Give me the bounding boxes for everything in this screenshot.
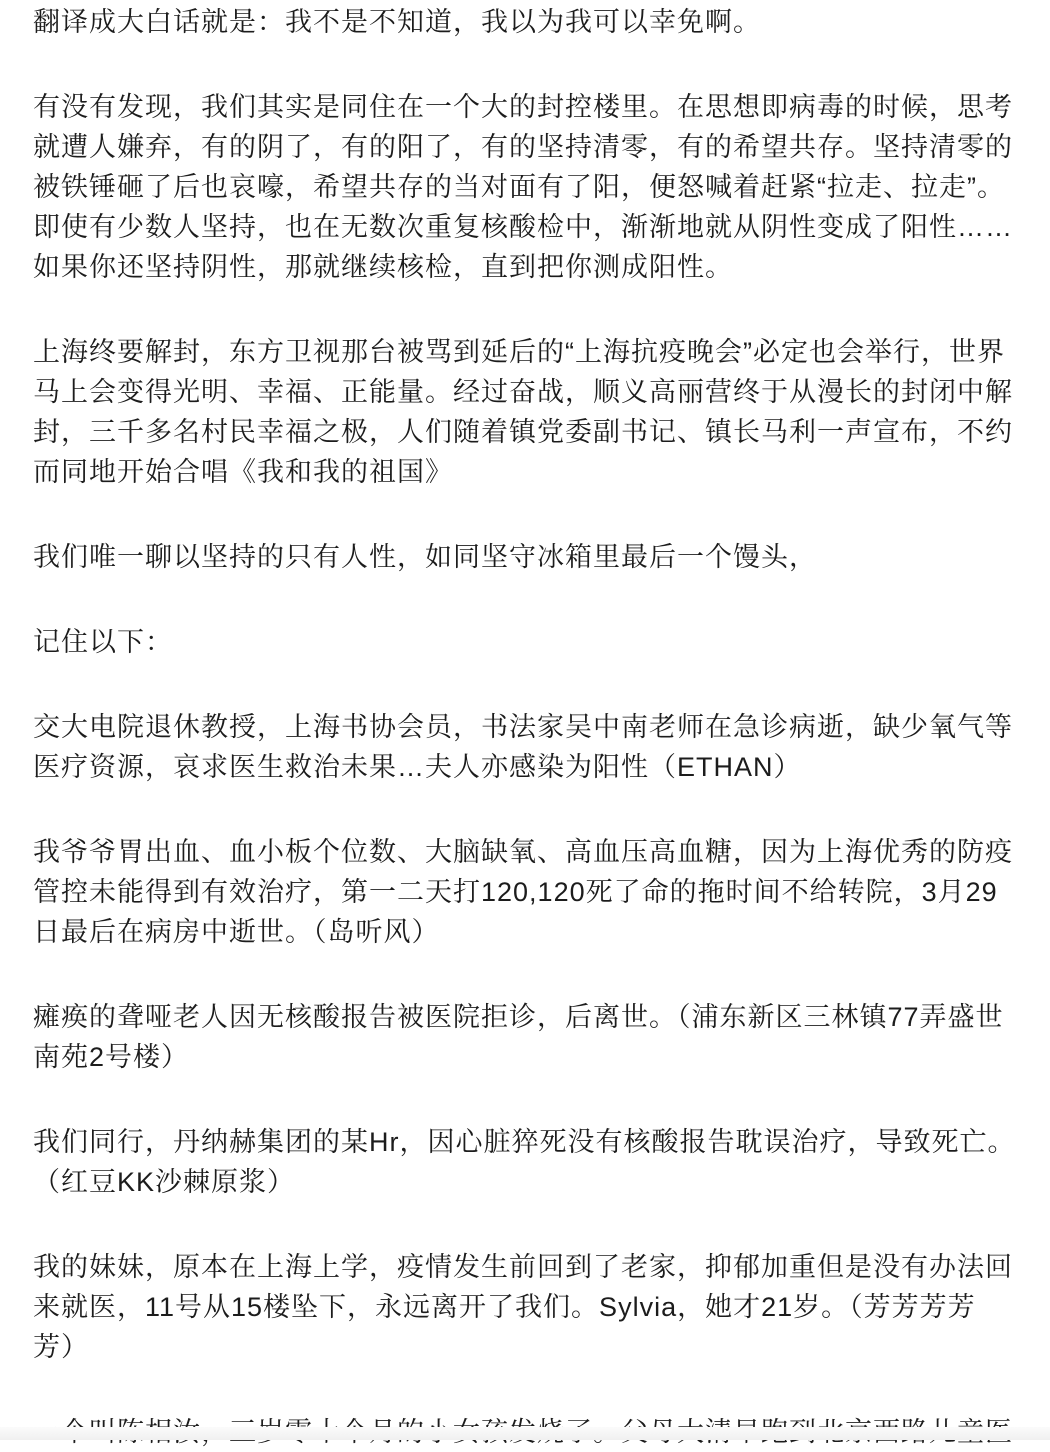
- paragraph: 交大电院退休教授，上海书协会员，书法家吴中南老师在急诊病逝，缺少氧气等医疗资源，哀求医生救治未果…夫人亦感染为阳性（ETHAN）: [33, 712, 1013, 782]
- paragraph: 我们同行，丹纳赫集团的某Hr，因心脏猝死没有核酸报告耽误治疗，导致死亡。（红豆KK沙棘原浆）: [33, 1127, 1016, 1197]
- paragraph: 我们唯一聊以坚持的只有人性，如同坚守冰箱里最后一个馒头，: [33, 542, 817, 572]
- paragraph: 有没有发现，我们其实是同住在一个大的封控楼里。在思想即病毒的时候，思考就遭人嫌弃，有的阴了，有的阳了，有的坚持清零，有的希望共存。坚持清零的被铁锤砸了后也哀嚎，希望共存的当对面有了阳，便怒喊着赶紧“拉走、拉走”。即使有少数人坚持，也在无数次重复核酸检中，渐渐地就从阴性变成了阳性……如果你还坚持阴性，那就继续核检，直到把你测成阳性。: [33, 92, 1013, 282]
- page-bottom-edge: [0, 1427, 1050, 1440]
- paragraph: 记住以下：: [33, 627, 173, 657]
- paragraph: 翻译成大白话就是：我不是不知道，我以为我可以幸免啊。: [33, 7, 761, 37]
- paragraph: 我爷爷胃出血、血小板个位数、大脑缺氧、高血压高血糖，因为上海优秀的防疫管控未能得到有效治疗，第一二天打120,120死了命的拖时间不给转院，3月29日最后在病房中逝世。（岛听风）: [33, 837, 1013, 947]
- paragraph: 上海终要解封，东方卫视那台被骂到延后的“上海抗疫晚会”必定也会举行，世界马上会变得光明、幸福、正能量。经过奋战，顺义高丽营终于从漫长的封闭中解封，三千多名村民幸福之极，人们随着镇党委副书记、镇长马利一声宣布，不约而同地开始合唱《我和我的祖国》: [33, 337, 1013, 487]
- paragraph: 瘫痪的聋哑老人因无核酸报告被医院拒诊，后离世。（浦东新区三林镇77弄盛世南苑2号楼）: [33, 1002, 1004, 1072]
- paragraph: 我的妹妹，原本在上海上学，疫情发生前回到了老家，抑郁加重但是没有办法回来就医，11号从15楼坠下，永远离开了我们。Sylvia，她才21岁。（芳芳芳芳芳）: [33, 1252, 1013, 1362]
